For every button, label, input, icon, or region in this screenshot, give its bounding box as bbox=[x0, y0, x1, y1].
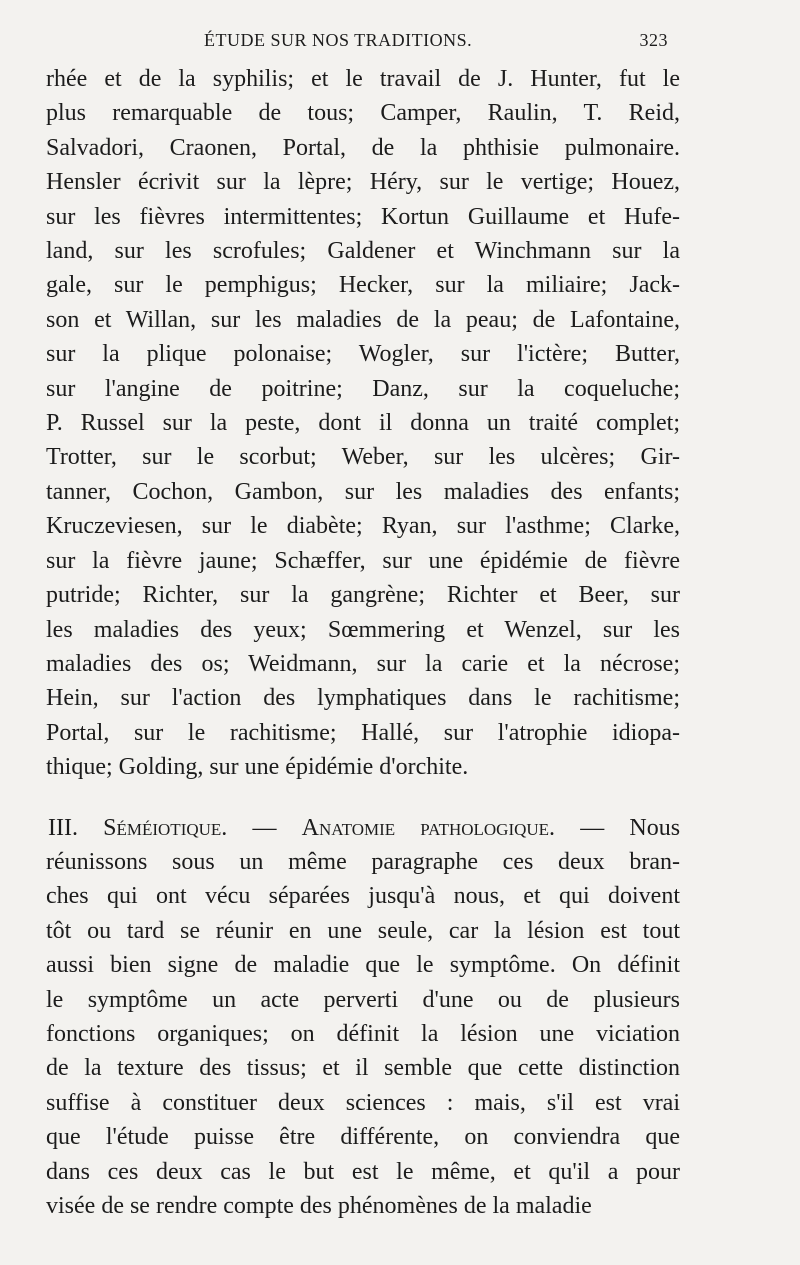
paragraph-semeiotique-body bbox=[46, 845, 680, 1223]
text-line: sur l'angine de poitrine; Danz, sur la coqueluche; bbox=[46, 375, 680, 402]
text-line: que l'étude puisse être différente, on conviendra que bbox=[46, 1124, 680, 1151]
text-line: maladies des os; Weidmann, sur la carie et la nécrose; bbox=[46, 650, 680, 677]
dash: — bbox=[252, 814, 277, 841]
text-line: sur les fièvres intermittentes; Kortun Guillaume et Hufe- bbox=[46, 203, 680, 230]
text-line: dans ces deux cas le but est le même, et qu'il a pour bbox=[46, 1158, 680, 1185]
section-heading-line bbox=[46, 811, 680, 845]
first-line-rest: Nous bbox=[629, 814, 681, 841]
text-line: putride; Richter, sur la gangrène; Richter et Beer, sur bbox=[46, 582, 680, 609]
text-line: Hein, sur l'action des lymphatiques dans le rachitisme; bbox=[46, 685, 680, 712]
section-title-semeiotique: Séméiotique. bbox=[103, 814, 228, 841]
text-line: thique; Golding, sur une épidémie d'orchite. bbox=[46, 754, 469, 781]
page-header bbox=[46, 30, 668, 56]
section-number: III. bbox=[48, 814, 78, 841]
section-title-anatomie: Anatomie pathologique. bbox=[301, 814, 556, 841]
page-body bbox=[46, 62, 680, 1223]
text-line: Kruczeviesen, sur le diabète; Ryan, sur l'asthme; Clarke, bbox=[46, 513, 680, 540]
text-line: Portal, sur le rachitisme; Hallé, sur l'atrophie idiopa- bbox=[46, 719, 680, 746]
text-line: suffise à constituer deux sciences : mais, s'il est vrai bbox=[46, 1089, 680, 1116]
text-line: le symptôme un acte perverti d'une ou de plusieurs bbox=[46, 986, 680, 1013]
text-line: son et Willan, sur les maladies de la peau; de Lafontaine, bbox=[46, 306, 680, 333]
text-line: ches qui ont vécu séparées jusqu'à nous, et qui doivent bbox=[46, 883, 680, 910]
text-line: tôt ou tard se réunir en une seule, car la lésion est tout bbox=[46, 917, 680, 944]
text-line: Hensler écrivit sur la lèpre; Héry, sur le vertige; Houez, bbox=[46, 169, 680, 196]
paragraph-semeiotique bbox=[46, 811, 680, 1224]
page-number: 323 bbox=[639, 30, 668, 50]
text-line: land, sur les scrofules; Galdener et Winchmann sur la bbox=[46, 238, 680, 265]
text-line: plus remarquable de tous; Camper, Raulin, T. Reid, bbox=[46, 100, 680, 127]
running-title: ÉTUDE SUR NOS TRADITIONS. bbox=[204, 30, 473, 50]
dash: — bbox=[580, 814, 605, 841]
text-line: Salvadori, Craonen, Portal, de la phthisie pulmonaire. bbox=[46, 134, 680, 161]
text-line: aussi bien signe de maladie que le symptôme. On définit bbox=[46, 952, 680, 979]
text-line: P. Russel sur la peste, dont il donna un traité complet; bbox=[46, 410, 680, 437]
text-line: visée de se rendre compte des phénomènes de la maladie bbox=[46, 1193, 592, 1219]
text-line: tanner, Cochon, Gambon, sur les maladies des enfants; bbox=[46, 478, 680, 505]
text-line: gale, sur le pemphigus; Hecker, sur la miliaire; Jack- bbox=[46, 272, 680, 299]
text-line: les maladies des yeux; Sœmmering et Wenzel, sur les bbox=[46, 616, 680, 643]
text-line: de la texture des tissus; et il semble que cette distinction bbox=[46, 1055, 680, 1082]
text-line: réunissons sous un même paragraphe ces deux bran- bbox=[46, 848, 680, 875]
text-line: rhée et de la syphilis; et le travail de J. Hunter, fut le bbox=[46, 66, 680, 92]
text-line: sur la plique polonaise; Wogler, sur l'ictère; Butter, bbox=[46, 341, 680, 368]
text-line: fonctions organiques; on définit la lésion une viciation bbox=[46, 1020, 680, 1047]
text-line: sur la fièvre jaune; Schæffer, sur une épidémie de fièvre bbox=[46, 547, 680, 574]
text-line: Trotter, sur le scorbut; Weber, sur les ulcères; Gir- bbox=[46, 444, 680, 471]
paragraph-bibliography bbox=[46, 62, 680, 785]
